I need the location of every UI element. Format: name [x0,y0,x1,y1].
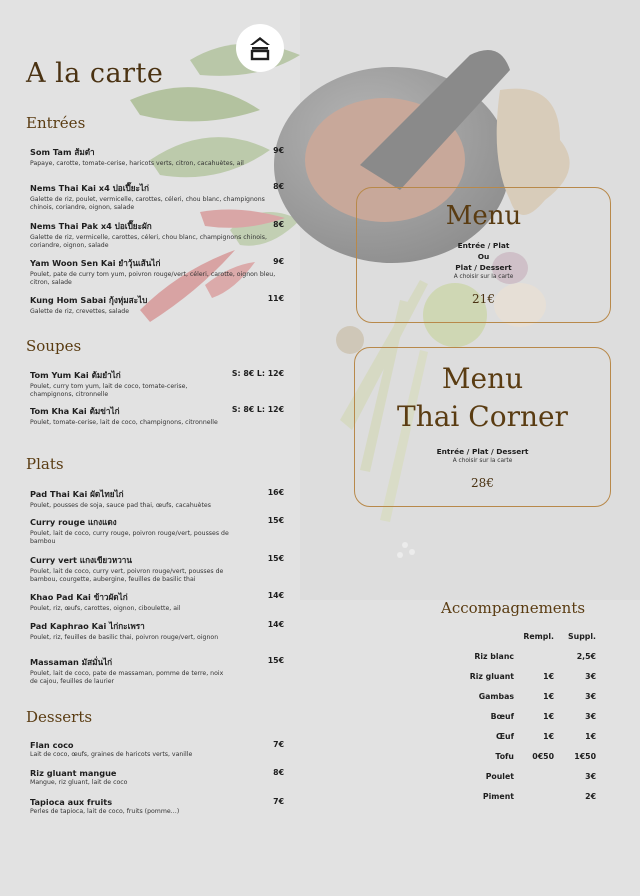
table-row [430,792,600,804]
item-description: Galette de riz, crevettes, salade [30,308,130,315]
side-name: Gambas [478,692,514,701]
side-suppl: 1€ [585,732,596,741]
table-row [430,712,600,724]
item-name: Curry vert แกงเขียวหวาน [30,555,133,565]
table-row [430,732,600,744]
menu-item [30,405,286,427]
header-rempl: Rempl. [523,632,554,641]
item-description: Lait de coco, œufs, graines de haricots verts, vanille [30,751,193,758]
item-price: 14€ [267,620,284,629]
item-price: 14€ [267,591,284,600]
item-name: Flan coco [30,740,74,750]
menu-item [30,488,286,510]
table-row [430,672,600,684]
side-rempl: 1€ [543,712,554,721]
side-name: Bœuf [490,712,514,721]
item-name: Pad Thai Kai ผัดไทยไก่ [30,489,124,499]
page-title: A la carte [26,58,164,89]
item-description: Mangue, riz gluant, lait de coco [30,779,128,786]
section-title-plats: Plats [26,455,64,473]
side-name: Œuf [495,732,514,741]
side-suppl: 3€ [585,712,596,721]
side-rempl: 0€50 [532,752,554,761]
item-name: Som Tam ส้มตำ [30,147,95,157]
item-price: 15€ [267,554,284,563]
menu-formula-line: Entrée / Plat / Dessert [436,447,529,456]
side-suppl: 2€ [585,792,596,801]
side-rempl: 1€ [543,732,554,741]
item-description: Poulet, lait de coco, curry rouge, poivron rouge/vert, pousses de bambou [30,530,229,546]
menu-item [30,220,286,251]
item-name: Kung Hom Sabai กุ้งหุ่มสะไบ [30,295,148,305]
menu-formula-price: 21€ [472,292,495,306]
menu-item [30,797,286,816]
menu-formula-line: Plat / Dessert [455,263,512,272]
item-price: 15€ [267,516,284,525]
section-title-soupes: Soupes [26,337,82,355]
table-row [430,772,600,784]
item-description: Poulet, tomate-cerise, lait de coco, champignons, citronnelle [30,419,218,426]
item-description: Poulet, riz, œufs, carottes, oignon, ciboulette, ail [30,605,181,612]
item-price: 8€ [273,220,284,229]
item-description: Papaye, carotte, tomate-cerise, haricots verts, citron, cacahuètes, ail [30,160,244,167]
side-name: Riz blanc [474,652,514,661]
item-name: Pad Kaphrao Kai ไก่กะเพรา [30,621,145,631]
menu-formula-price: 28€ [471,476,494,490]
side-suppl: 2,5€ [576,652,596,661]
item-price: 15€ [267,656,284,665]
item-price: 11€ [267,294,284,303]
side-suppl: 3€ [585,772,596,781]
side-name: Tofu [495,752,514,761]
section-title-entrees: Entrées [26,114,86,132]
item-description: Poulet, lait de coco, pate de massaman, pomme de terre, noix de cajou, feuilles de laurier [30,670,224,686]
item-price: 8€ [273,768,284,777]
menu-item [30,516,286,547]
item-name: Khao Pad Kai ข้าวผัดไก่ [30,592,128,602]
item-description: Poulet, riz, feuilles de basilic thai, poivron rouge/vert, oignon [30,634,219,641]
item-price: S: 8€ L: 12€ [231,405,284,414]
menu-item [30,182,286,213]
menu-item [30,656,286,687]
item-name: Tom Kha Kai ต้มข่าไก่ [30,406,120,416]
item-description: Poulet, pousses de soja, sauce pad thai, œufs, cacahuètes [30,502,211,509]
menu-thai-corner-box [354,347,611,507]
table-row [430,752,600,764]
menu-item [30,294,286,316]
item-price: 7€ [273,740,284,749]
house-logo-icon [247,35,273,61]
menu-formula-title: Menu [445,201,522,231]
side-suppl: 3€ [585,692,596,701]
item-description: Poulet, curry tom yum, lait de coco, tomate-cerise, champignons, citronnelle [30,383,188,399]
menu-item [30,257,286,288]
item-name: Yam Woon Sen Kai ยำวุ้นเส้นไก่ [30,258,161,268]
item-name: Tom Yum Kai ต้มยำไก่ [30,370,121,380]
item-description: Poulet, pate de curry tom yum, poivron rouge/vert, céleri, carotte, oignon bleu, citron, salade [30,271,276,287]
menu-formula-line: Ou [477,252,490,261]
menu-item [30,369,286,400]
item-price: 7€ [273,797,284,806]
menu-formula-title: Menu [441,362,524,395]
item-price: 9€ [273,257,284,266]
item-price: 8€ [273,182,284,191]
side-rempl: 1€ [543,692,554,701]
menu-formula-box [356,187,611,323]
table-row [430,692,600,704]
item-description: Perles de tapioca, lait de coco, fruits (pomme…) [30,808,180,815]
menu-formula-line: Entrée / Plat [457,241,510,250]
item-price: S: 8€ L: 12€ [231,369,284,378]
header-suppl: Suppl. [568,632,596,641]
item-description: Poulet, lait de coco, curry vert, poivron rouge/vert, pousses de bambou, courgette, aubergine, feuilles de basilic thai [30,568,224,584]
table-row [430,652,600,664]
item-price: 9€ [273,146,284,155]
menu-formula-note: A choisir sur la carte [452,458,513,464]
item-name: Curry rouge แกงแดง [30,517,117,527]
item-name: Nems Thai Kai x4 ปอเปี๊ยะไก่ [30,183,149,193]
item-price: 16€ [267,488,284,497]
side-suppl: 1€50 [574,752,596,761]
menu-item [30,740,286,759]
menu-item [30,554,286,585]
menu-item [30,768,286,787]
side-name: Riz gluant [469,672,514,681]
menu-item [30,620,286,642]
menu-item [30,591,286,613]
section-title-desserts: Desserts [26,708,93,726]
item-description: Galette de riz, poulet, vermicelle, carottes, céleri, chou blanc, champignons chinois, coriandre, oignon, salade [30,196,265,212]
accompagnements-header [430,632,600,644]
house-logo [236,24,284,72]
item-name: Nems Thai Pak x4 ปอเปี๊ยะผัก [30,221,152,231]
accompagnements-title: Accompagnements [441,599,586,617]
item-name: Massaman มัสมั่นไก่ [30,657,113,667]
item-name: Tapioca aux fruits [30,797,113,807]
menu-formula-subtitle: Thai Corner [397,400,568,433]
menu-formula-note: A choisir sur la carte [453,274,514,280]
menu-item [30,146,286,168]
side-name: Poulet [485,772,514,781]
side-rempl: 1€ [543,672,554,681]
item-name: Riz gluant mangue [30,768,117,778]
side-suppl: 3€ [585,672,596,681]
item-description: Galette de riz, vermicelle, carottes, céleri, chou blanc, champignons chinois, coriandre, oignon, salade [30,234,267,250]
side-name: Piment [482,792,514,801]
